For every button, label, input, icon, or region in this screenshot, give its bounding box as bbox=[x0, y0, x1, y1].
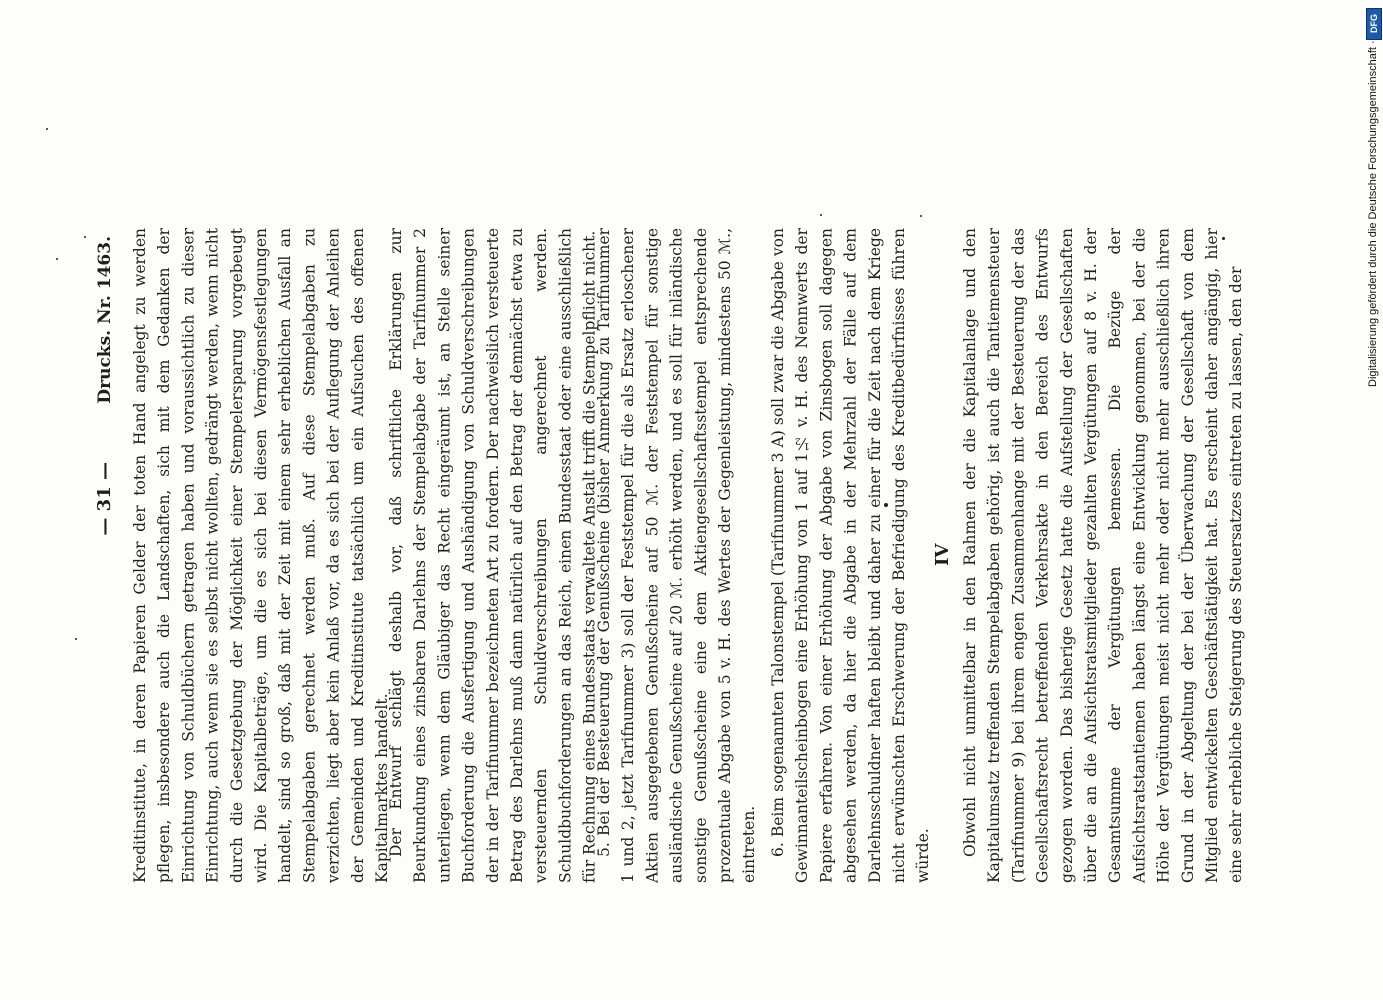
scan-speck bbox=[46, 128, 48, 130]
dfg-logo-text: DFG bbox=[1369, 14, 1379, 34]
scan-speck bbox=[920, 215, 922, 217]
section-heading: IV bbox=[932, 543, 953, 567]
paragraph-genussscheine: 5. Bei der Besteuerung der Genußscheine (bisher Anmerkung zu Tarifnummer 1 und 2, jetzt Tarifnummer 3) soll der Feststempel für die als Ersatz erloschener Aktien ausgegebenen Genußscheine auf 50 ℳ. der Feststempel für sonstige ausländische Genußscheine auf 20 ℳ. erhöht werden, und es soll für inländische sonstige Genußscheine eine dem Aktiengesellschaftsstempel entsprechende prozentuale Abgabe von 5 v. H. des Wertes der Gegenleistung, mindestens 50 ℳ., eintreten. bbox=[595, 228, 759, 883]
paragraph-talonstempel: 6. Beim sogenannten Talonstempel (Tarifnummer 3 A) soll zwar die Abgabe von Gewinnanteilscheinbogen eine Erhöhung von 1 auf 1½ v. H. des Nennwerts der Papiere erfahren. Von einer Erhöhung der Abgabe von Zinsbogen soll dagegen abgesehen werden, da hier die Abgabe in der Mehrzahl der Fälle auf dem Darlehnsschuldner haften bleibt und daher zu einer für die Zeit nach dem Kriege nicht erwünschten Erschwerung der Befriedigung des Kreditbedürfnisses führen würde. bbox=[769, 228, 933, 883]
dfg-logo bbox=[1366, 8, 1382, 40]
scan-speck bbox=[84, 236, 86, 238]
scan-speck bbox=[1222, 237, 1225, 240]
page-number: — 31 — bbox=[94, 462, 115, 536]
paragraph-entwurf: Der Entwurf schlägt deshalb vor, daß schriftliche Erklärungen zur Beurkundung eines zinsbaren Darlehns der Stempelabgabe der Tarifnummer 2 unterliegen, wenn dem Gläubiger das Recht eingeräumt ist, an Stelle seiner Buchforderung die Ausfertigung und Aushändigung von Schuldverschreibungen der in der Tarifnummer bezeichneten Art zu fordern. Der nachweislich versteuerte Betrag des Darlehns muß dann natürlich auf den Betrag der demnächst etwa zu versteuernden Schuldverschreibungen angerechnet werden. Schuldbuchforderungen an das Reich, einen Bundesstaat oder eine ausschließlich für Rechnung eines Bundesstaats verwaltete Anstalt trifft die Stempelpflicht nicht. bbox=[387, 228, 599, 883]
paragraph-kreditinstitute: Kreditinstitute, in deren Papieren Gelder der toten Hand angelegt zu werden pflegen, insbesondere auch die Landschaften, sich mit dem Gedanken der Einrichtung von Schuldbüchern getragen haben und voraussichtlich zu dieser Einrichtung, auch wenn sie es selbst nicht wollten, gedrängt werden, wenn nicht durch die Gesetzgebung der Möglichkeit einer Stempelersparung vorgebeugt wird. Die Kapitalbeträge, um die es sich bei diesen Vermögensfestlegungen handelt, sind so groß, daß mit der Zeit mit einem sehr erheblichen Ausfall an Stempelabgaben gerechnet werden muß. Auf diese Stempelabgaben zu verzichten, liegt aber kein Anlaß vor, da es sich bei der Auflegung der Anleihen der Gemeinden und Kreditinstitute tatsächlich um ein Aufsuchen des offenen Kapitalmarktes handelt. bbox=[131, 228, 392, 883]
scan-speck bbox=[884, 503, 888, 507]
scan-speck bbox=[75, 638, 77, 640]
digitization-credit: Digitalisierung gefördert durch die Deutsche Forschungsgemeinschaft · bbox=[1367, 40, 1379, 387]
document-number: Drucks. Nr. 1463. bbox=[95, 236, 115, 404]
scan-speck bbox=[56, 258, 58, 260]
scan-speck bbox=[820, 214, 822, 216]
paragraph-tantiemensteuer: Obwohl nicht unmittelbar in den Rahmen der die Kapitalanlage und den Kapitalumsatz treffenden Stempelabgaben gehörig, ist auch die Tantiemensteuer (Tarifnummer 9) bei ihrem engen Zusammenhange mit der Besteuerung der das Gesellschaftsrecht betreffenden Verkehrsakte in den Bereich des Entwurfs gezogen worden. Das bisherige Gesetz hatte die Aufstellung der Gesellschaften über die an die Aufsichtsratsmitglieder gezahlten Vergütungen auf 8 v. H. der Gesamtsumme der Vergütungen bemessen. Die Bezüge der Aufsichtsratstantiemen haben längst eine Entwicklung genommen, bei der die Höhe der Vergütungen meist nicht mehr oder nicht mehr ausschließlich ihren Grund in der Abgeltung der bei der Überwachung der Gesellschaft von dem Mitglied entwickelten Geschäftstätigkeit hat. Es erscheint daher angängig, hier eine sehr erhebliche Steigerung des Steuersatzes eintreten zu lassen, den der bbox=[961, 228, 1246, 883]
page-header bbox=[88, 0, 122, 1000]
